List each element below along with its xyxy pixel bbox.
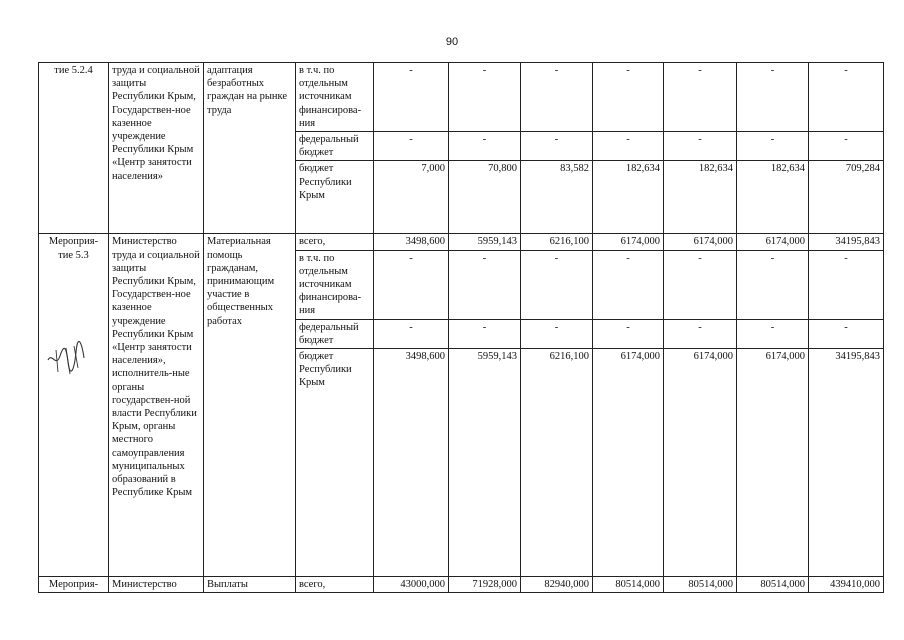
value-cell: - xyxy=(374,132,449,161)
value-cell: 80514,000 xyxy=(664,577,737,593)
source-cell: федеральный бюджет xyxy=(296,132,374,161)
value-cell: - xyxy=(809,63,884,132)
value-cell: - xyxy=(521,132,593,161)
value-cell: - xyxy=(593,63,664,132)
measure-code: Мероприя- xyxy=(39,577,109,593)
value-cell: - xyxy=(374,250,449,319)
value-cell: 71928,000 xyxy=(449,577,521,593)
value-cell: 6174,000 xyxy=(664,234,737,250)
value-cell: 182,634 xyxy=(737,161,809,234)
page-number: 90 xyxy=(445,36,459,48)
value-cell: 34195,843 xyxy=(809,234,884,250)
value-cell: 70,800 xyxy=(449,161,521,234)
source-cell: федеральный бюджет xyxy=(296,319,374,348)
table-row xyxy=(39,63,884,132)
value-cell: 80514,000 xyxy=(593,577,664,593)
value-cell: 6174,000 xyxy=(737,234,809,250)
purpose-cell: Выплаты xyxy=(204,577,296,593)
value-cell: 439410,000 xyxy=(809,577,884,593)
value-cell: - xyxy=(593,319,664,348)
value-cell: - xyxy=(449,250,521,319)
value-cell: - xyxy=(809,319,884,348)
value-cell: 82940,000 xyxy=(521,577,593,593)
value-cell: - xyxy=(664,250,737,319)
source-cell: всего, xyxy=(296,577,374,593)
value-cell: 43000,000 xyxy=(374,577,449,593)
budget-table xyxy=(38,62,884,593)
value-cell: - xyxy=(374,319,449,348)
value-cell: 182,634 xyxy=(593,161,664,234)
value-cell: 5959,143 xyxy=(449,349,521,577)
source-cell: в т.ч. по отдельным источникам финансирова-ния xyxy=(296,250,374,319)
measure-code: тие 5.2.4 xyxy=(39,63,109,234)
value-cell: 182,634 xyxy=(664,161,737,234)
measure-code: Мероприя-тие 5.3 xyxy=(39,234,109,577)
value-cell: - xyxy=(737,319,809,348)
value-cell: 83,582 xyxy=(521,161,593,234)
value-cell: - xyxy=(664,132,737,161)
executor-cell: Министерство труда и социальной защиты Республики Крым, Государствен-ное казенное учреждение Республики Крым «Центр занятости населения», исполнитель-ные органы государствен-ной власти Республики Крым, органы местного самоуправления муниципальных образований в Республике Крым xyxy=(109,234,204,577)
executor-cell: Министерство xyxy=(109,577,204,593)
value-cell: - xyxy=(521,250,593,319)
table-row xyxy=(39,577,884,593)
value-cell: 6216,100 xyxy=(521,234,593,250)
value-cell: - xyxy=(664,63,737,132)
value-cell: 34195,843 xyxy=(809,349,884,577)
source-cell: бюджет Республики Крым xyxy=(296,349,374,577)
value-cell: 6174,000 xyxy=(593,234,664,250)
source-cell: бюджет Республики Крым xyxy=(296,161,374,234)
table-row xyxy=(39,234,884,250)
value-cell: - xyxy=(664,319,737,348)
value-cell: 3498,600 xyxy=(374,349,449,577)
value-cell: 6174,000 xyxy=(664,349,737,577)
value-cell: - xyxy=(449,132,521,161)
source-cell: всего, xyxy=(296,234,374,250)
value-cell: 709,284 xyxy=(809,161,884,234)
value-cell: 7,000 xyxy=(374,161,449,234)
value-cell: - xyxy=(593,132,664,161)
value-cell: - xyxy=(593,250,664,319)
value-cell: - xyxy=(521,319,593,348)
value-cell: 5959,143 xyxy=(449,234,521,250)
purpose-cell: Материальная помощь гражданам, принимающим участие в общественных работах xyxy=(204,234,296,577)
value-cell: 6174,000 xyxy=(737,349,809,577)
value-cell: - xyxy=(737,250,809,319)
value-cell: - xyxy=(809,132,884,161)
source-cell: в т.ч. по отдельным источникам финансирова-ния xyxy=(296,63,374,132)
purpose-cell: адаптация безработных граждан на рынке труда xyxy=(204,63,296,234)
value-cell: - xyxy=(449,319,521,348)
handwritten-signature xyxy=(44,338,88,380)
value-cell: - xyxy=(449,63,521,132)
value-cell: - xyxy=(374,63,449,132)
value-cell: 6174,000 xyxy=(593,349,664,577)
executor-cell: труда и социальной защиты Республики Крым, Государствен-ное казенное учреждение Республики Крым «Центр занятости населения» xyxy=(109,63,204,234)
value-cell: - xyxy=(737,132,809,161)
value-cell: 80514,000 xyxy=(737,577,809,593)
value-cell: - xyxy=(809,250,884,319)
value-cell: 6216,100 xyxy=(521,349,593,577)
value-cell: - xyxy=(737,63,809,132)
value-cell: - xyxy=(521,63,593,132)
value-cell: 3498,600 xyxy=(374,234,449,250)
